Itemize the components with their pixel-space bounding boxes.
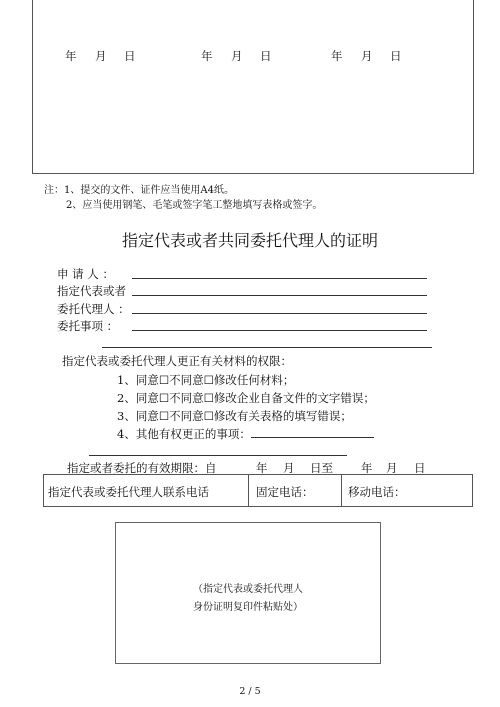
matters-field-extra-line[interactable] — [102, 347, 432, 348]
id-copy-paste-area — [115, 522, 381, 664]
contact-table — [43, 474, 473, 507]
applicant-label: 申 请 人 ： — [57, 267, 114, 281]
validity-month: 月 — [283, 461, 295, 475]
designated-rep-label: 指定代表或者 — [57, 284, 126, 298]
year-label: 年 — [65, 49, 77, 63]
mobile-phone-field[interactable]: 移动电话： — [348, 485, 406, 499]
day-label: 日 — [260, 49, 272, 63]
note-line-1: 注：1、提交的文件、证件应当使用A4纸。 — [44, 185, 234, 196]
applicant-field[interactable] — [132, 278, 427, 279]
validity-year-2: 年 — [361, 461, 373, 475]
table-divider — [341, 475, 342, 506]
year-label: 年 — [201, 49, 213, 63]
month-label: 月 — [361, 49, 373, 63]
fixed-phone-field[interactable]: 固定电话： — [256, 485, 314, 499]
authority-heading: 指定代表或委托代理人更正有关材料的权限： — [62, 354, 292, 368]
day-label: 日 — [124, 49, 136, 63]
id-box-line-1: （指定代表或委托代理人 — [193, 584, 303, 595]
authority-option-2: 2、同意☐不同意☐修改企业自备文件的文字错误； — [117, 391, 375, 405]
page-title: 指定代表或者共同委托代理人的证明 — [121, 231, 378, 250]
validity-year: 年 — [256, 461, 268, 475]
authority-option-1: 1、同意☐不同意☐修改任何材料； — [117, 373, 295, 387]
matters-field[interactable] — [132, 330, 427, 331]
other-matters-field[interactable] — [251, 437, 374, 438]
contact-label: 指定代表或委托代理人联系电话 — [48, 485, 209, 499]
top-signature-box — [32, 0, 474, 174]
year-label: 年 — [331, 49, 343, 63]
agent-field[interactable] — [132, 313, 427, 314]
table-divider — [248, 475, 249, 506]
designated-rep-field[interactable] — [132, 295, 427, 296]
other-matters-extra-line[interactable] — [89, 455, 347, 456]
authority-option-4: 4、其他有权更正的事项： — [117, 427, 251, 441]
agent-label: 委托代理人 ： — [57, 302, 130, 316]
month-label: 月 — [231, 49, 243, 63]
validity-day-to: 日至 — [310, 461, 333, 475]
authority-option-3: 3、同意☐不同意☐修改有关表格的填写错误； — [117, 409, 352, 423]
month-label: 月 — [95, 49, 107, 63]
matters-label: 委托事项 ： — [57, 319, 119, 333]
validity-day-2: 日 — [414, 461, 426, 475]
page-number: 2 / 5 — [239, 686, 261, 697]
id-box-line-2: 身份证明复印件粘贴处） — [193, 602, 303, 613]
day-label: 日 — [390, 49, 402, 63]
note-line-2: 2、应当使用钢笔、毛笔或签字笔工整地填写表格或签字。 — [66, 200, 323, 211]
validity-label: 指定或者委托的有效期限：自 — [67, 461, 217, 475]
validity-month-2: 月 — [386, 461, 398, 475]
